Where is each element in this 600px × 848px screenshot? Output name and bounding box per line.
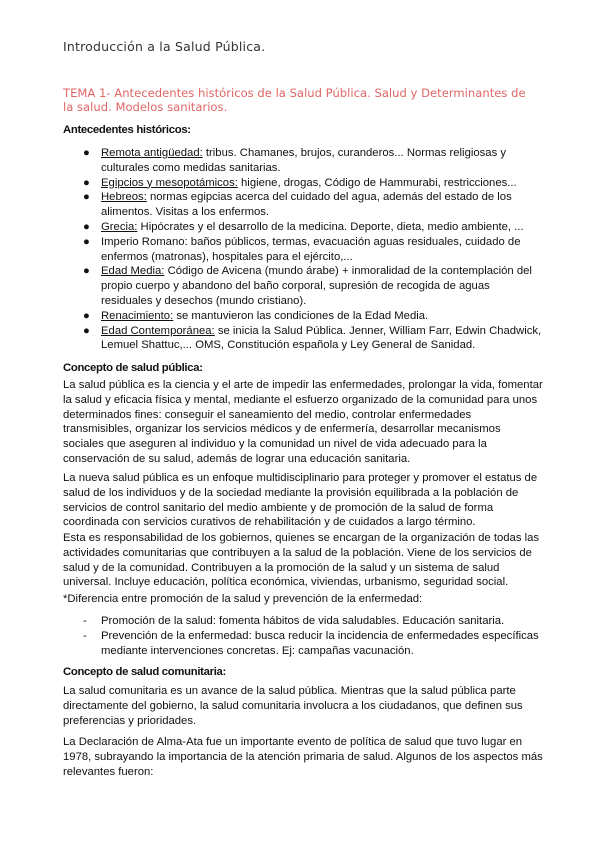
topic-heading: TEMA 1- Antecedentes históricos de la Salud Pública. Salud y Determinantes de la salud. Modelos sanitarios. — [63, 86, 526, 114]
section-heading-antecedentes: Antecedentes históricos: — [63, 124, 191, 136]
item-label: Remota antigüedad: — [101, 147, 203, 159]
list-item — [63, 324, 543, 354]
paragraph: Esta es responsabilidad de los gobiernos, quienes se encargan de la organización de todas las actividades comunitarias que contribuyen a la salud de la población. Viene de los servicios de salud y de la comunidad. Contribuyen a la promoción de la salud y un sistema de salud universal. Incluye educación, política económica, viviendas, urbanismo, seguridad social. — [63, 532, 540, 589]
list-item — [63, 146, 543, 176]
section-heading-salud-publica: Concepto de salud pública: — [63, 362, 203, 374]
item-label: Edad Media: — [101, 265, 165, 278]
paragraph: La salud pública es la ciencia y el arte de impedir las enfermedades, prolongar la vida, fomentar la salud y eficacia física y mental, mediante el esfuerzo organizado de la comunidad para unos determinados fines: conseguir el saneamiento del medio, controlar enfermedades transmisibles, organizar los servicios médicos y de enfermería, desarrollar mecanismos sociales que aseguren al individuo y la comunidad un nivel de vida adecuado para la conservación de su salud, además de lograr una educación sanitaria. — [63, 379, 543, 465]
item-label: Grecia: — [101, 220, 138, 233]
list-item — [63, 309, 543, 324]
dash-icon: - — [83, 615, 87, 627]
item-text: tribus. Chamanes, brujos, curanderos... Normas religiosas y culturales como medidas sanitarias. — [101, 147, 507, 174]
bullet-icon: ● — [83, 324, 90, 337]
bullet-icon: ● — [83, 147, 90, 159]
dash-icon: - — [83, 629, 87, 642]
paragraph: *Diferencia entre promoción de la salud y prevención de la enfermedad: — [63, 593, 423, 605]
section-heading-salud-comunitaria: Concepto de salud comunitaria: — [63, 666, 226, 678]
bullet-icon: ● — [83, 220, 90, 233]
item-text: Imperio Romano: baños públicos, termas, evacuación aguas residuales, cuidado de enfermos (matronas), hospitales para el ejército,... — [101, 235, 521, 263]
bullet-icon: ● — [83, 191, 90, 204]
bullet-icon: ● — [83, 235, 90, 248]
item-label: Hebreos: — [101, 191, 147, 204]
item-text: Promoción de la salud: fomenta hábitos de vida saludables. Educación sanitaria. — [101, 615, 505, 627]
history-bullet-list — [63, 146, 543, 353]
list-item — [63, 614, 543, 629]
list-item — [63, 190, 543, 220]
dash-list — [63, 614, 543, 658]
bullet-icon: ● — [83, 176, 90, 189]
list-item — [63, 629, 543, 659]
paragraph: La Declaración de Alma-Ata fue un importante evento de política de salud que tuvo lugar en 1978, subrayando la importancia de la atención primaria de salud. Algunos de los aspectos más relevantes fueron: — [63, 736, 543, 778]
item-text: higiene, drogas, Código de Hammurabi, restricciones... — [237, 176, 517, 189]
item-label: Renacimiento: — [101, 309, 174, 322]
list-item — [63, 220, 543, 235]
paragraph: La nueva salud pública es un enfoque multidisciplinario para proteger y promover el estatus de salud de los individuos y de la sociedad mediante la provisión equilibrada a la población de servicios de control sanitario del medio ambiente y de promoción de la salud de forma coordinada con servicios curativos de rehabilitación y de cuidados a largo término. — [63, 472, 538, 529]
item-text: normas egipcias acerca del cuidado del agua, además del estado de los alimentos. Visitas a los enfermos. — [101, 191, 512, 219]
list-item — [63, 264, 543, 308]
item-text: se inicia la Salud Pública. Jenner, William Farr, Edwin Chadwick, Lemuel Shattuc,... OMS, Constitución española y Ley General de Sanidad. — [101, 324, 542, 352]
item-text: Hipócrates y el desarrollo de la medicina. Deporte, dieta, medio ambiente, ... — [137, 220, 524, 233]
list-item — [63, 176, 543, 191]
bullet-icon: ● — [83, 265, 90, 278]
document-title: Introducción a la Salud Pública. — [63, 39, 266, 54]
item-text: se mantuvieron las condiciones de la Edad Media. — [173, 309, 429, 322]
item-label: Edad Contemporánea: — [101, 324, 215, 337]
item-text: Código de Avicena (mundo árabe) + inmoralidad de la contemplación del propio cuerpo y abandono del baño corporal, supresión de recogida de aguas residuales y desechos (mundo cristiano). — [101, 265, 532, 307]
list-item — [63, 235, 543, 265]
bullet-icon: ● — [83, 309, 90, 322]
paragraph: La salud comunitaria es un avance de la salud pública. Mientras que la salud pública parte directamente del gobierno, la salud comunitaria involucra a los ciudadanos, que definen sus preferencias y prioridades. — [63, 685, 523, 727]
item-text: Prevención de la enfermedad: busca reducir la incidencia de enfermedades específicas mediante intervenciones concretas. Ej: campañas vacunación. — [101, 629, 539, 657]
item-label: Egipcios y mesopotámicos: — [101, 176, 238, 189]
